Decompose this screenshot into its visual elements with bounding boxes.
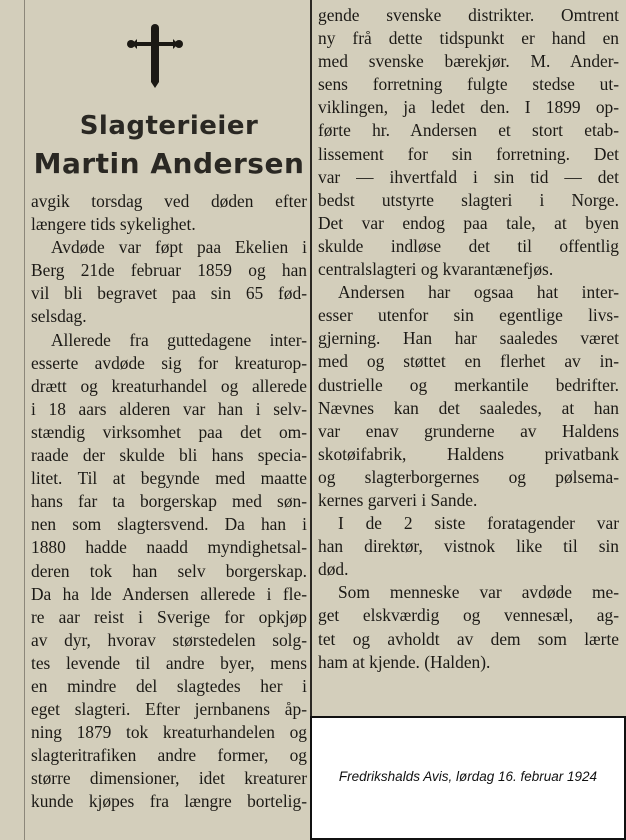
text-line: Da ha lde Andersen allerede i fle- bbox=[31, 583, 307, 604]
text-line: med og støttet en flerhet av in- bbox=[318, 351, 619, 372]
text-line: og slagterborgernes og pølsema- bbox=[318, 466, 619, 487]
text-line: med svenske bærekjør. M. Ander- bbox=[318, 51, 619, 72]
text-line: kunde kjøpes fra længre bortelig- bbox=[31, 791, 307, 812]
column-divider bbox=[310, 0, 312, 840]
text-line: ny frå dette tidspunkt er hand en bbox=[318, 28, 619, 49]
text-line: selsdag. bbox=[31, 306, 87, 327]
text-line: get elskværdig og vennesæl, ag- bbox=[318, 605, 619, 626]
text-line: hans far ta borgerskap med søn- bbox=[31, 491, 307, 512]
text-line: kernes garveri i Sande. bbox=[318, 489, 478, 510]
text-line: avgik torsdag ved døden efter bbox=[31, 191, 307, 211]
text-line: Andersen har ogsaa hat inter- bbox=[338, 282, 619, 303]
text-line: Nævnes kan det saaledes, at han bbox=[318, 397, 619, 418]
text-line: esser utenfor sin egentlige livs- bbox=[318, 305, 619, 326]
text-line: Allerede fra guttedagene inter- bbox=[51, 329, 307, 350]
text-line: gende svenske distrikter. Omtrent bbox=[318, 5, 619, 25]
text-line: re aar reist i Sverige for opkjøp bbox=[31, 606, 307, 627]
text-line: raade der skulde bli hans specia- bbox=[31, 445, 307, 466]
text-line: en mindre del slagtedes her i bbox=[31, 675, 307, 696]
text-line: drætt og kreaturhandel og allerede bbox=[31, 375, 307, 396]
headline-name: Martin Andersen bbox=[33, 147, 305, 180]
text-line: længere tids sykelighet. bbox=[31, 214, 196, 235]
text-line: var enav grunderne av Haldens bbox=[318, 420, 619, 441]
text-line: Berg 21de februar 1859 og han bbox=[31, 260, 307, 281]
text-line: ning 1879 tok kreaturhandelen og bbox=[31, 722, 307, 743]
source-caption-box bbox=[310, 716, 626, 840]
right-column bbox=[318, 4, 619, 674]
text-line: eget slagteri. Efter jernbanens åp- bbox=[31, 699, 307, 720]
text-line: gjerning. Han har saaledes været bbox=[318, 328, 619, 349]
text-line: centralslagteri og kvarantænefjøs. bbox=[318, 259, 554, 280]
text-line: 1880 hadde naadd myndighetsal- bbox=[31, 537, 307, 558]
text-line: nen som slagtersvend. Da han i bbox=[31, 514, 307, 535]
left-column bbox=[31, 190, 307, 814]
text-line: Avdøde var føpt paa Ekelien i bbox=[51, 237, 307, 258]
source-caption: Fredrikshalds Avis, lørdag 16. februar 1924 bbox=[338, 769, 598, 784]
left-column-edge bbox=[24, 0, 25, 840]
text-line: skotøifabrik, Haldens privatbank bbox=[318, 443, 619, 464]
text-line: lissement for sin forretning. Det bbox=[318, 143, 619, 164]
text-line: bedst utstyrte slagteri i Norge. bbox=[318, 189, 619, 210]
text-line: var — ihvertfald i sin tid — det bbox=[318, 166, 619, 187]
text-line: i 18 aars alderen var han i selv- bbox=[31, 398, 307, 419]
text-line: ham at kjende. (Halden). bbox=[318, 651, 491, 672]
text-line: død. bbox=[318, 559, 349, 580]
text-line: førte hr. Andersen et stort etab- bbox=[318, 120, 619, 141]
text-line: skulde indløse det til offentlig bbox=[318, 235, 619, 256]
text-line: større dimensioner, idet kreaturer bbox=[31, 768, 307, 789]
text-line: deren tok han selv borgerskap. bbox=[31, 560, 307, 581]
text-line: Som menneske var avdøde me- bbox=[338, 582, 619, 603]
text-line: viklingen, ja ledet den. I 1899 op- bbox=[318, 97, 619, 118]
text-line: esserte avdøde sig for kreaturop- bbox=[31, 352, 307, 373]
text-line: Det var endog paa tale, at byen bbox=[318, 212, 619, 233]
text-line: slagteritrafiken andre former, og bbox=[31, 745, 307, 766]
text-line: han direktør, vistnok like til sin bbox=[318, 536, 619, 557]
latin-cross-icon bbox=[126, 24, 184, 94]
headline-title: Slagterieier bbox=[79, 111, 259, 141]
text-line: tet og avholdt av dem som lærte bbox=[318, 628, 619, 649]
text-line: sens forretning fulgte stedse ut- bbox=[318, 74, 619, 95]
text-line: dustrielle og merkantile bedrifter. bbox=[318, 374, 619, 395]
text-line: av dyr, hvorav størstedelen solg- bbox=[31, 629, 307, 650]
text-line: tes levende til andre byer, mens bbox=[31, 652, 307, 673]
text-line: I de 2 siste foratagender var bbox=[338, 513, 619, 534]
text-line: vil bli begravet paa sin 65 fød- bbox=[31, 283, 307, 304]
text-line: litet. Til at begynde med maatte bbox=[31, 468, 307, 489]
text-line: stændig virksomhet paa det om- bbox=[31, 421, 307, 442]
